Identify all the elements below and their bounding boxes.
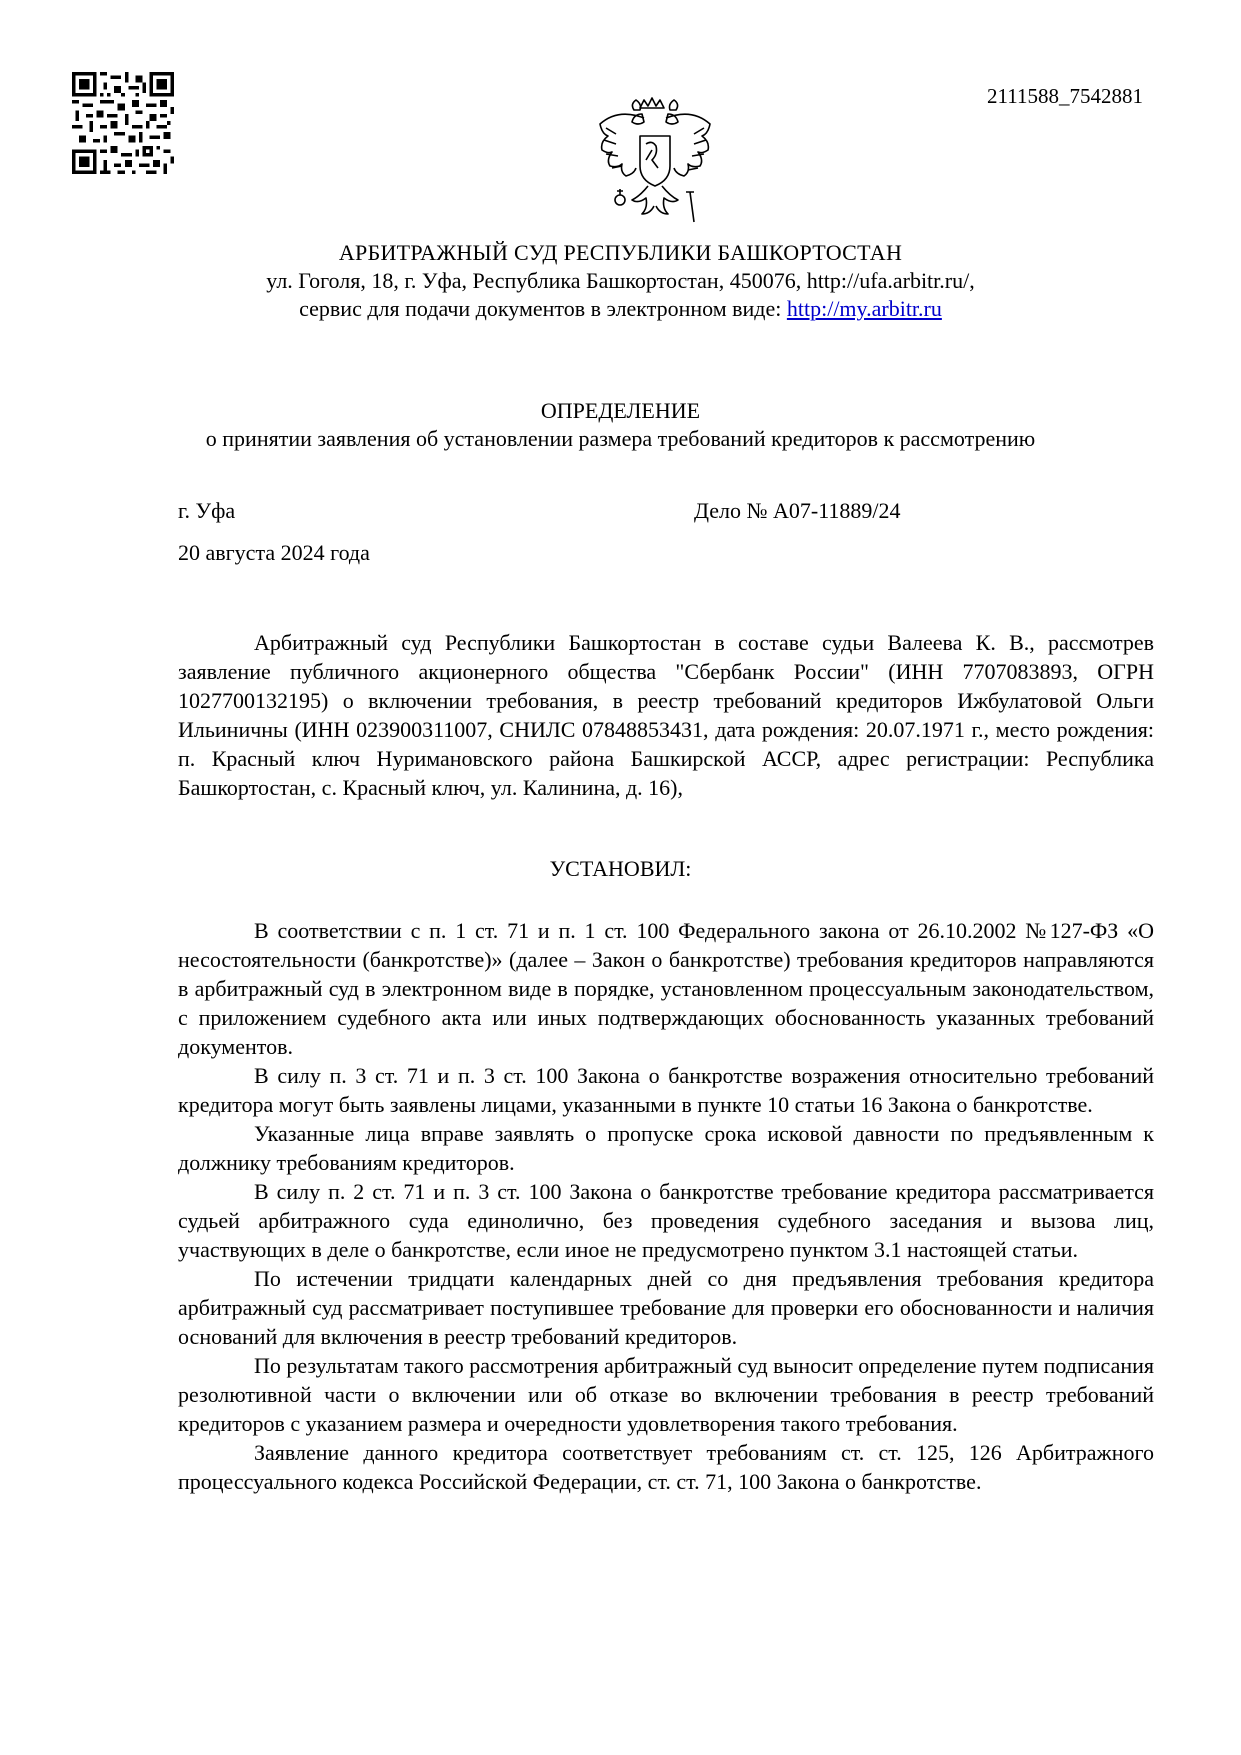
document-date: 20 августа 2024 года <box>178 540 370 565</box>
paragraph: Заявление данного кредитора соответствует требованиям ст. ст. 125, 126 Арбитражного процессуального кодекса Российской Федерации, ст. ст. 71, 100 Закона о банкротстве. <box>178 1440 1154 1494</box>
document-subtitle: о принятии заявления об установлении размера требований кредиторов к рассмотрению <box>205 426 1036 451</box>
intro-text: Арбитражный суд Республики Башкортостан в составе судьи Валеева К. В., рассмотрев заявление публичного акционерного общества "Сбербанк России" (ИНН 7707083893, ОГРН 1027700132195) о включении требования, в реестр требований кредиторов Ижбулатовой Ольги Ильиничны (ИНН 023900311007, СНИЛС 07848853431, дата рождения: 20.07.1971 г., место рождения: п. Красный ключ Нуримановского района Башкирской АССР, адрес регистрации: Республика Башкортостан, с. Красный ключ, ул. Калинина, д. 16), <box>178 630 1154 800</box>
body-paragraphs <box>178 916 1154 1496</box>
case-number: Дело № А07-11889/24 <box>694 498 901 523</box>
paragraph: По истечении тридцати календарных дней со дня предъявления требования кредитора арбитражный суд рассматривает поступившее требование для проверки его обоснованности и наличия оснований для включения в реестр требований кредиторов. <box>178 1266 1154 1349</box>
paragraph: Указанные лица вправе заявлять о пропуске срока исковой давности по предъявленным к должнику требованиям кредиторов. <box>178 1121 1154 1175</box>
document-id: 2111588_7542881 <box>987 84 1143 108</box>
document-type: ОПРЕДЕЛЕНИЕ <box>540 398 701 423</box>
city: г. Уфа <box>178 498 236 523</box>
court-address: ул. Гоголя, 18, г. Уфа, Республика Башкортостан, 450076, http://ufa.arbitr.ru/, <box>266 268 975 293</box>
court-name: АРБИТРАЖНЫЙ СУД РЕСПУБЛИКИ БАШКОРТОСТАН <box>338 240 903 265</box>
paragraph: В соответствии с п. 1 ст. 71 и п. 1 ст. 100 Федерального закона от 26.10.2002 №127-ФЗ «О несостоятельности (банкротстве)» (далее – Закон о банкротстве) требования кредиторов направляются в арбитражный суд в электронном виде в порядке, установленном процессуальным законодательством, с приложением судебного акта или иных подтверждающих обоснованность указанных требований документов. <box>178 918 1154 1059</box>
service-label: сервис для подачи документов в электронном виде: <box>299 296 787 321</box>
section-heading: УСТАНОВИЛ: <box>549 856 692 881</box>
court-service-line <box>0 296 1241 322</box>
intro-paragraph <box>178 628 1154 802</box>
paragraph: По результатам такого рассмотрения арбитражный суд выносит определение путем подписания резолютивной части о включении или об отказе во включении требования в реестр требований кредиторов с указанием размера и очередности удовлетворения такого требования. <box>178 1353 1154 1436</box>
paragraph: В силу п. 2 ст. 71 и п. 3 ст. 100 Закона о банкротстве требование кредитора рассматривается судьей арбитражного суда единолично, без проведения судебного заседания и вызова лиц, участвующих в деле о банкротстве, если иное не предусмотрено пунктом 3.1 настоящей статьи. <box>178 1179 1154 1262</box>
paragraph: В силу п. 3 ст. 71 и п. 3 ст. 100 Закона о банкротстве возражения относительно требований кредитора могут быть заявлены лицами, указанными в пункте 10 статьи 16 Закона о банкротстве. <box>178 1063 1154 1117</box>
qr-code-icon <box>72 72 174 174</box>
service-link[interactable]: http://my.arbitr.ru <box>786 296 942 321</box>
coat-of-arms-icon <box>590 88 720 228</box>
